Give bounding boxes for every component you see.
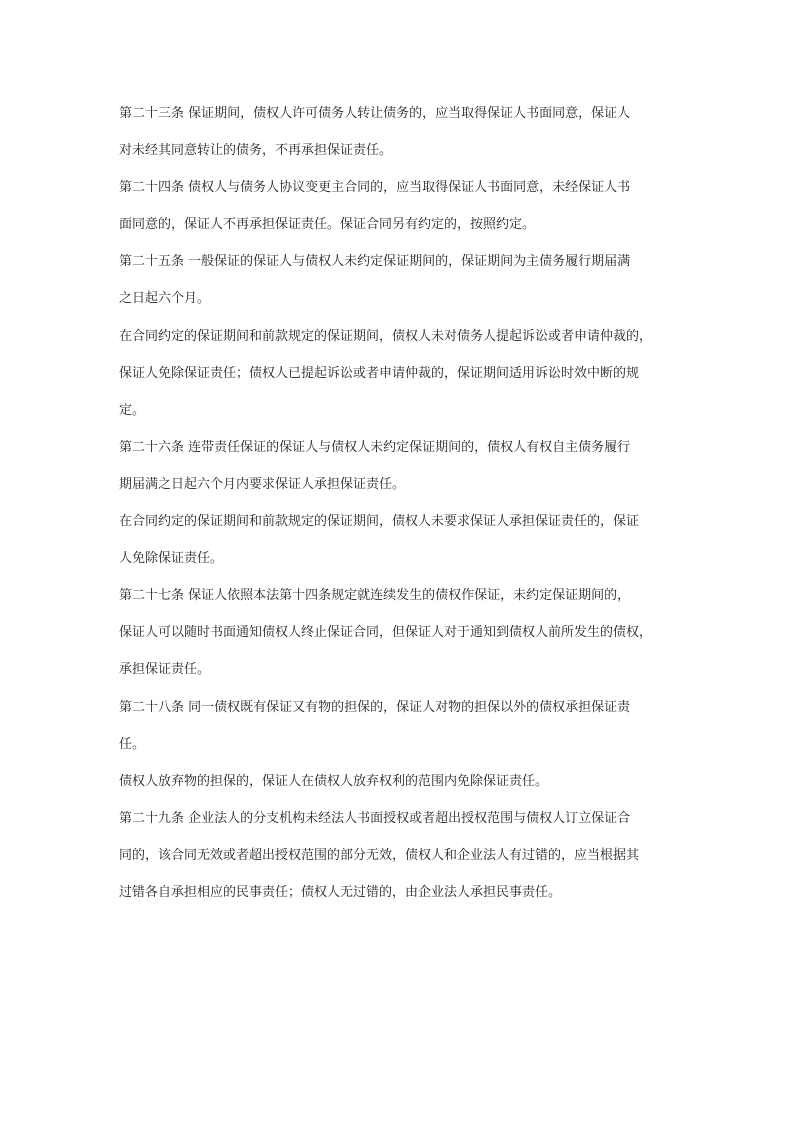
text-line: 第二十八条 同一债权既有保证又有物的担保的，保证人对物的担保以外的债权承担保证责	[119, 699, 631, 715]
text-line: 第二十六条 连带责任保证的保证人与债权人未约定保证期间的，债权人有权自主债务履行	[119, 439, 631, 455]
text-line: 保证人可以随时书面通知债权人终止保证合同，但保证人对于通知到债权人前所发生的债权，	[119, 625, 653, 641]
text-line: 在合同约定的保证期间和前款规定的保证期间，债权人未对债务人提起诉讼或者申请仲裁的，	[119, 328, 653, 344]
text-line: 第二十三条 保证期间，债权人许可债务人转让债务的，应当取得保证人书面同意，保证人	[119, 106, 631, 121]
text-line: 同的，该合同无效或者超出授权范围的部分无效，债权人和企业法人有过错的，应当根据其	[119, 847, 640, 863]
document-body	[119, 105, 679, 921]
text-line: 面同意的，保证人不再承担保证责任。保证合同另有约定的，按照约定。	[119, 217, 536, 233]
text-line: 过错各自承担相应的民事责任；债权人无过错的，由企业法人承担民事责任。	[119, 884, 562, 900]
text-line: 之日起六个月。	[119, 291, 211, 307]
text-line: 定。	[119, 402, 146, 418]
text-line: 第二十九条 企业法人的分支机构未经法人书面授权或者超出授权范围与债权人订立保证合	[119, 810, 631, 826]
text-line: 对未经其同意转让的债务，不再承担保证责任。	[119, 143, 393, 159]
text-line: 第二十四条 债权人与债务人协议变更主合同的，应当取得保证人书面同意，未经保证人书	[119, 180, 631, 196]
text-line: 第二十五条 一般保证的保证人与债权人未约定保证期间的，保证期间为主债务履行期届满	[119, 254, 631, 270]
text-line: 期届满之日起六个月内要求保证人承担保证责任。	[119, 476, 406, 492]
text-line: 债权人放弃物的担保的，保证人在债权人放弃权利的范围内免除保证责任。	[119, 773, 549, 789]
text-line: 人免除保证责任。	[119, 551, 224, 567]
text-line: 在合同约定的保证期间和前款规定的保证期间，债权人未要求保证人承担保证责任的，保证	[119, 514, 640, 530]
text-line: 第二十七条 保证人依照本法第十四条规定就连续发生的债权作保证，未约定保证期间的，	[119, 588, 631, 604]
text-line: 任。	[119, 736, 146, 752]
text-line: 保证人免除保证责任；债权人已提起诉讼或者申请仲裁的，保证期间适用诉讼时效中断的规	[119, 365, 640, 381]
text-line: 承担保证责任。	[119, 662, 211, 678]
